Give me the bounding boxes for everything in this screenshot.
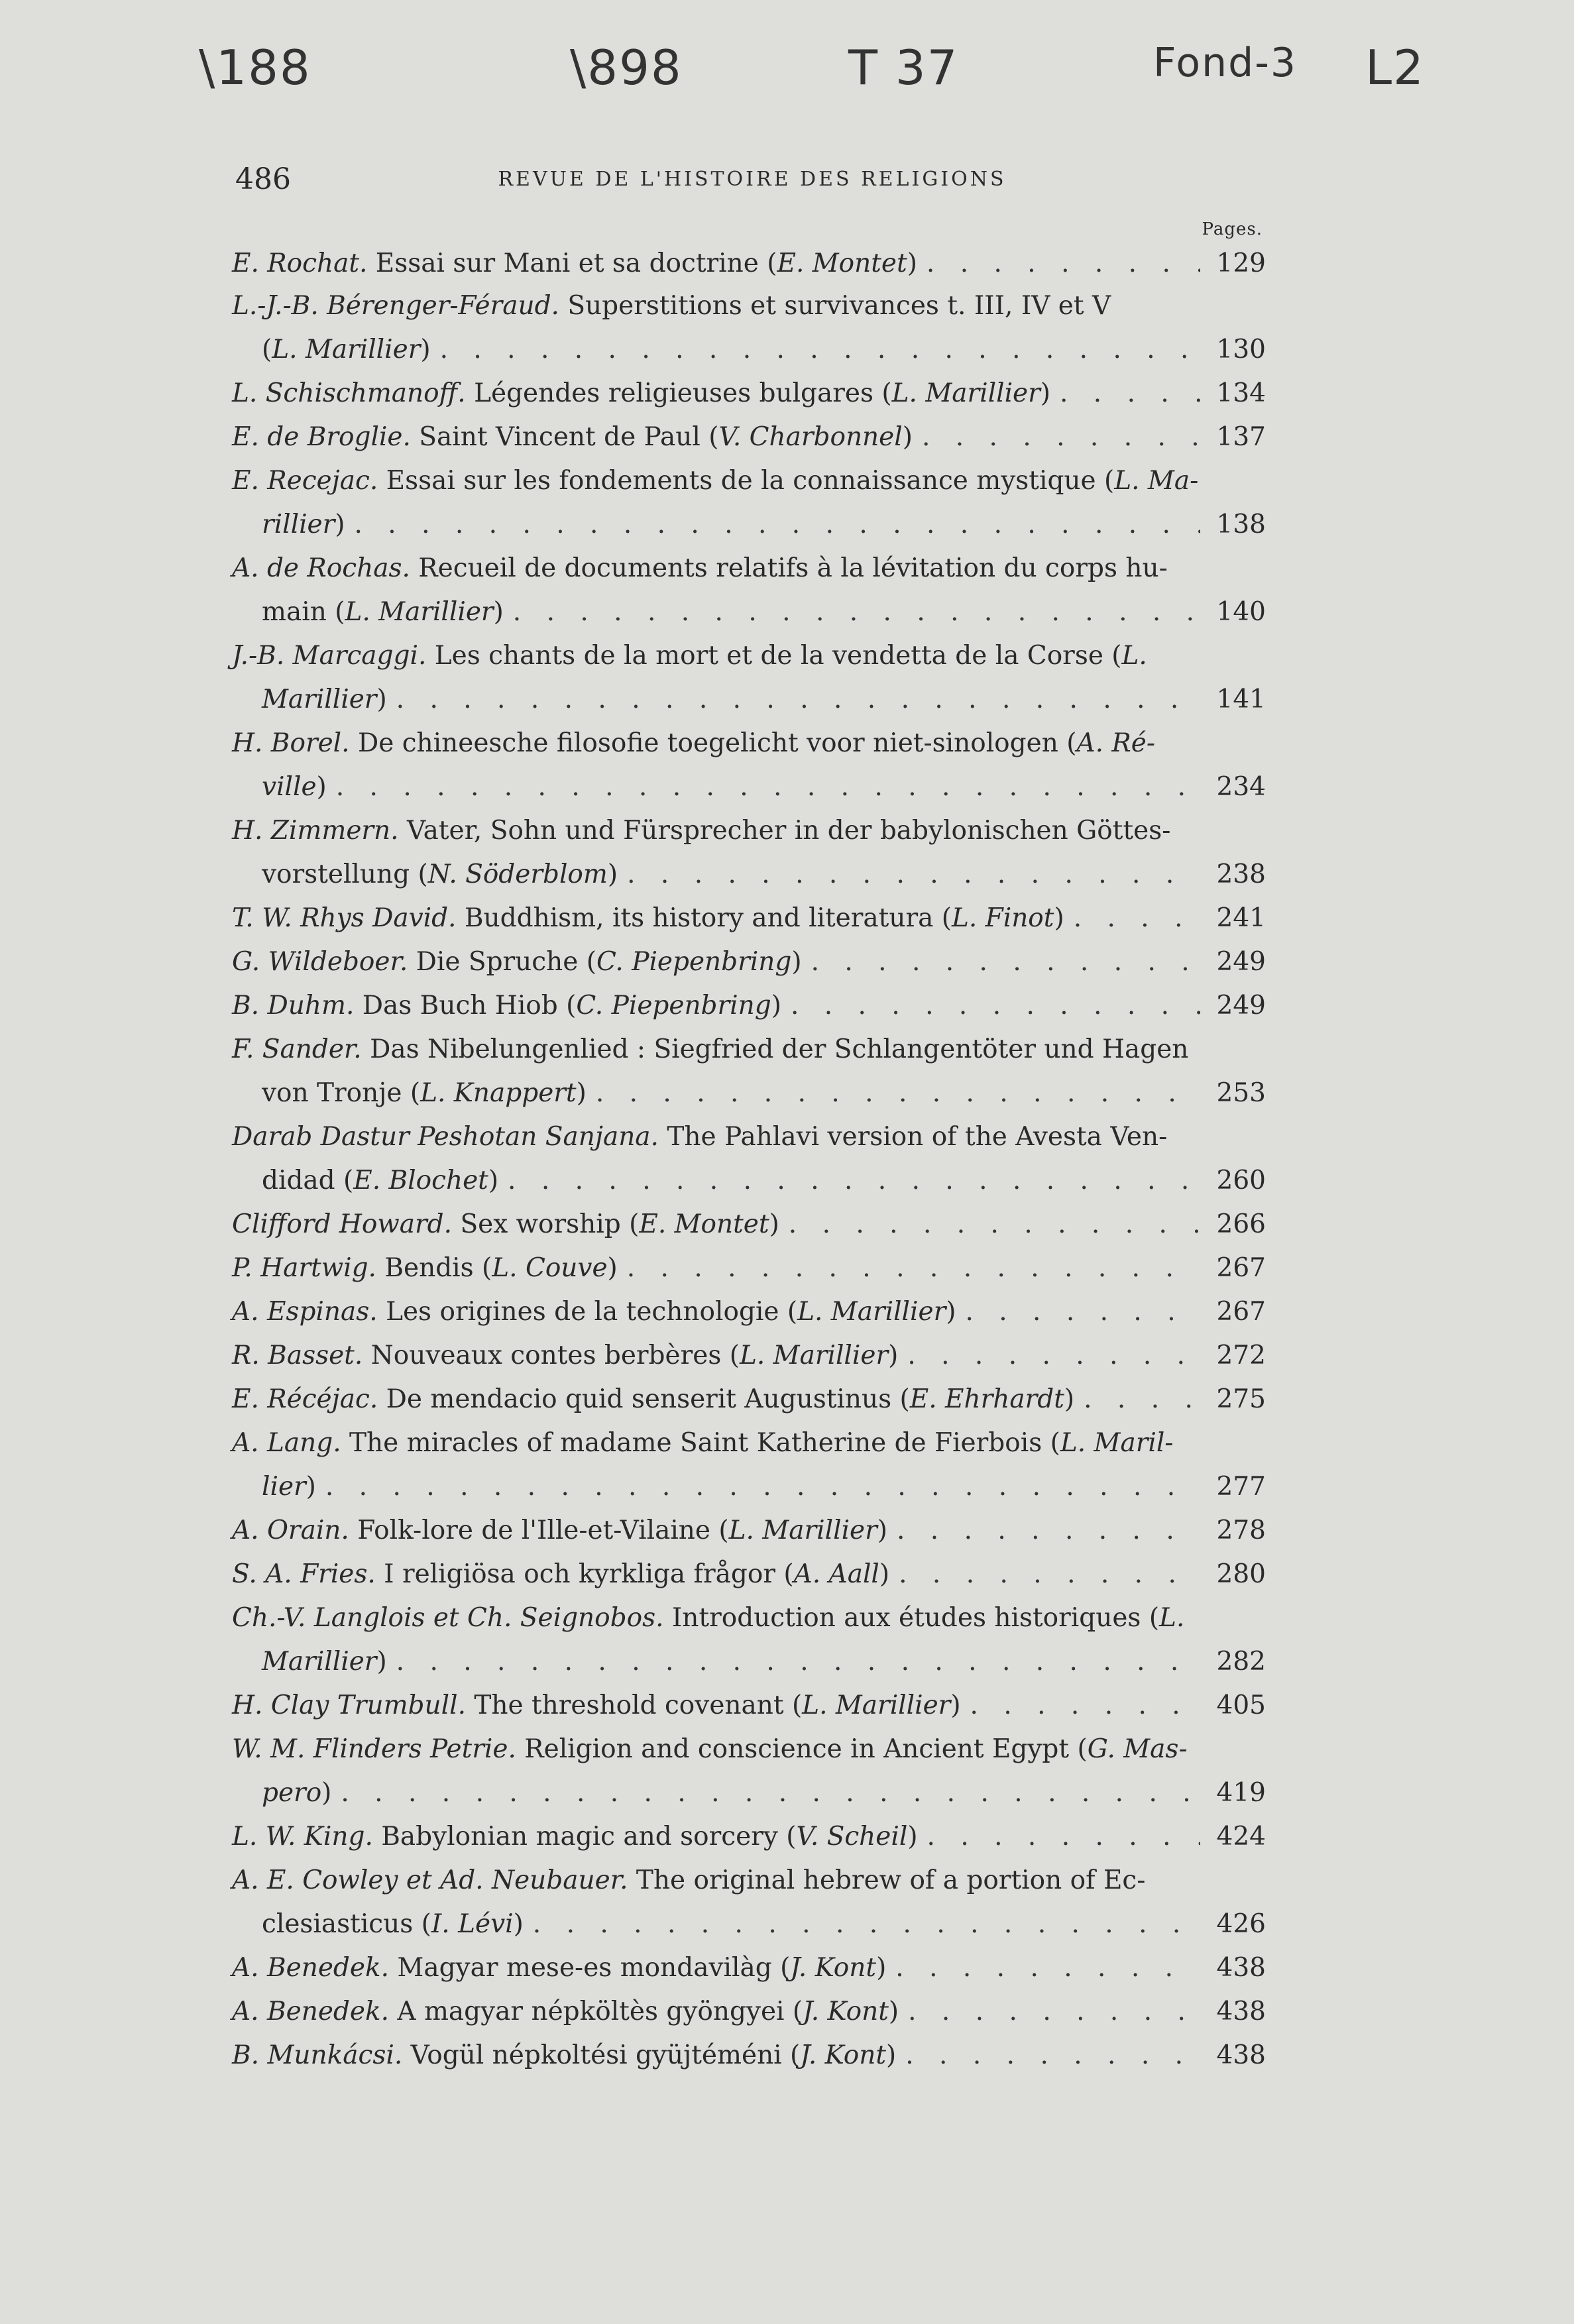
entry-close: )	[420, 335, 431, 364]
entry-close: )	[771, 991, 781, 1021]
entry-page: 129	[1216, 249, 1266, 278]
entry-title: De mendacio quid senserit Augustinus (	[386, 1384, 910, 1414]
entry-text	[232, 1334, 898, 1378]
entry-reviewer: L. Maril-	[1060, 1428, 1174, 1458]
entry-page: 134	[1216, 378, 1266, 408]
entry-text	[232, 243, 917, 284]
entry-author: G. Wildeboer.	[232, 947, 408, 977]
entry-text	[262, 1159, 498, 1203]
dot-leader	[336, 765, 1200, 809]
entry-text	[232, 284, 1111, 328]
entry-title: The threshold covenant (	[474, 1690, 803, 1720]
entry-title: De chineesche filosofie toegelicht voor niet-sinologen (	[357, 728, 1077, 758]
entry-text	[262, 328, 431, 372]
dot-leader	[533, 1903, 1200, 1946]
entry-reviewer: V. Scheil	[796, 1822, 908, 1852]
dot-leader	[791, 984, 1200, 1028]
entry-page: 141	[1216, 685, 1266, 714]
entry-page: 138	[1216, 510, 1266, 539]
entry-author: E. de Broglie.	[232, 422, 411, 452]
entry-text	[232, 1728, 1188, 1771]
entry-title: The miracles of madame Saint Katherine de Fierbois (	[349, 1428, 1060, 1458]
dot-leader	[341, 1771, 1200, 1815]
dot-leader	[513, 590, 1200, 634]
dot-leader	[789, 1203, 1200, 1246]
entry-page: 438	[1216, 2040, 1266, 2070]
entry-text	[262, 1465, 316, 1509]
entry-page: 130	[1216, 335, 1266, 364]
entry-page: 280	[1216, 1559, 1266, 1589]
toc-entry	[232, 1596, 1266, 1640]
entry-text	[232, 1859, 1145, 1903]
entry-title: The original hebrew of a portion of Ec-	[636, 1865, 1146, 1895]
entry-close: )	[1064, 1384, 1075, 1414]
entry-author: B. Munkácsi.	[232, 2040, 403, 2070]
toc-entry	[232, 1115, 1266, 1159]
entry-reviewer: C. Piepenbring	[596, 947, 792, 977]
toc-entry	[232, 547, 1266, 590]
entry-text	[232, 1203, 779, 1246]
toc-entry-continuation	[232, 1771, 1266, 1815]
entry-page: 277	[1216, 1472, 1266, 1502]
entry-close: )	[888, 1997, 899, 2026]
entry-text	[262, 1771, 331, 1815]
toc-entry-continuation	[232, 328, 1266, 372]
entry-text	[262, 1640, 387, 1684]
entry-text	[232, 1115, 1167, 1159]
toc-entry	[232, 1509, 1266, 1553]
entry-title: Religion and conscience in Ancient Egypt (	[524, 1734, 1088, 1764]
entry-page: 419	[1216, 1778, 1266, 1808]
entry-close: )	[493, 597, 504, 627]
entry-author: Clifford Howard.	[232, 1209, 453, 1239]
entry-close: )	[791, 947, 802, 977]
entry-page: 282	[1216, 1647, 1266, 1677]
dot-leader	[1074, 897, 1200, 940]
entry-page: 438	[1216, 1953, 1266, 1983]
toc-entry	[232, 284, 1266, 328]
entry-text	[232, 809, 1170, 853]
dot-leader	[905, 2034, 1200, 2077]
entry-close: )	[576, 1078, 587, 1108]
entry-author: B. Duhm.	[232, 991, 355, 1021]
dot-leader	[1060, 372, 1200, 415]
dot-leader	[1084, 1378, 1200, 1421]
entry-page: 278	[1216, 1516, 1266, 1545]
dot-leader	[897, 1509, 1200, 1553]
entry-page: 405	[1216, 1690, 1266, 1720]
dot-leader	[927, 1815, 1200, 1859]
entry-text	[232, 1684, 961, 1728]
entry-text	[232, 547, 1168, 590]
toc-entry	[232, 1684, 1266, 1728]
entry-page: 275	[1216, 1384, 1266, 1414]
entry-reviewer: E. Blochet	[353, 1166, 488, 1195]
toc-entry	[232, 459, 1266, 503]
toc-entry-continuation	[232, 1072, 1266, 1115]
dot-leader	[508, 1159, 1200, 1203]
entry-text	[262, 503, 345, 547]
entry-reviewer: J. Kont	[800, 2040, 887, 2070]
entry-close: )	[1040, 378, 1050, 408]
entry-reviewer: L. Knappert	[420, 1078, 577, 1108]
entry-reviewer: L. Marillier	[797, 1297, 946, 1327]
entry-page: 137	[1216, 422, 1266, 452]
toc-entry-continuation	[232, 765, 1266, 809]
entry-close: )	[513, 1909, 524, 1939]
entry-page: 241	[1216, 903, 1266, 933]
entry-close: )	[876, 1953, 887, 1983]
entry-reviewer-continued: Marillier	[262, 1647, 377, 1677]
toc-entry	[232, 634, 1266, 678]
toc-entry	[232, 940, 1266, 984]
entry-reviewer-continued: pero	[262, 1778, 322, 1808]
entry-title: Nouveaux contes berbères (	[370, 1341, 740, 1370]
entry-author: F. Sander.	[232, 1034, 362, 1064]
dot-leader	[396, 1640, 1200, 1684]
entry-close: )	[335, 510, 345, 539]
entry-close: )	[376, 1647, 387, 1677]
dot-leader	[396, 678, 1200, 722]
entry-title: Essai sur les fondements de la connaissance mystique (	[386, 466, 1115, 496]
entry-close: )	[886, 2040, 897, 2070]
entry-title: The Pahlavi version of the Avesta Ven-	[667, 1122, 1168, 1152]
entry-author: P. Hartwig.	[232, 1253, 376, 1283]
entry-author: E. Recejac.	[232, 466, 378, 496]
entry-text	[262, 1072, 587, 1115]
entry-author: A. Espinas.	[232, 1297, 378, 1327]
entry-close: )	[1054, 903, 1064, 933]
entry-title: Folk-lore de l'Ille-et-Vilaine (	[357, 1516, 729, 1545]
entry-close: )	[907, 249, 917, 278]
page-number: 486	[235, 162, 291, 196]
toc-entry-continuation	[232, 590, 1266, 634]
entry-page: 272	[1216, 1341, 1266, 1370]
toc-entry	[232, 1728, 1266, 1771]
toc-entry-continuation	[232, 853, 1266, 897]
entry-reviewer: L. Marillier	[802, 1690, 951, 1720]
toc-entry	[232, 1028, 1266, 1072]
entry-title: Buddhism, its history and literatura (	[464, 903, 952, 933]
entry-reviewer: A. Aall	[793, 1559, 879, 1589]
entry-close: )	[888, 1341, 899, 1370]
entry-reviewer-continued: ville	[262, 772, 317, 802]
toc-entry	[232, 1421, 1266, 1465]
entry-reviewer: L.	[1159, 1603, 1185, 1633]
toc-entry-continuation	[232, 1640, 1266, 1684]
toc-entry	[232, 415, 1266, 459]
entry-text	[232, 897, 1064, 940]
entry-close: )	[607, 1253, 618, 1283]
entry-text	[232, 1946, 886, 1990]
entry-title-continued: von Tronje (	[262, 1078, 421, 1108]
entry-author: L. W. King.	[232, 1822, 373, 1852]
entry-text	[232, 940, 802, 984]
entry-reviewer-continued: lier	[262, 1472, 306, 1502]
dot-leader	[965, 1290, 1200, 1334]
entry-close: )	[946, 1297, 956, 1327]
dot-leader	[970, 1684, 1200, 1728]
entry-reviewer-continued: rillier	[262, 510, 335, 539]
entry-close: )	[376, 685, 387, 714]
entry-reviewer: I. Lévi	[431, 1909, 514, 1939]
entry-text	[232, 722, 1155, 765]
entry-page: 438	[1216, 1997, 1266, 2026]
entry-title: Magyar mese-es mondavilàg (	[397, 1953, 791, 1983]
entry-open: (	[262, 335, 272, 364]
entry-text	[232, 1378, 1074, 1421]
entry-page: 424	[1216, 1822, 1266, 1852]
entry-author: A. Benedek.	[232, 1953, 389, 1983]
dot-leader	[596, 1072, 1200, 1115]
toc-entry	[232, 1203, 1266, 1246]
pages-column-label: Pages.	[1202, 219, 1263, 239]
entry-title: Sex worship (	[460, 1209, 640, 1239]
entry-reviewer: L. Marillier	[891, 378, 1040, 408]
entry-reviewer: C. Piepenbring	[576, 991, 771, 1021]
entry-reviewer: E. Ehrhardt	[909, 1384, 1064, 1414]
entry-close: )	[316, 772, 327, 802]
entry-text	[232, 1990, 899, 2034]
entry-author: H. Zimmern.	[232, 816, 399, 846]
entry-title: A magyar népköltès gyöngyei (	[397, 1997, 803, 2026]
toc-entry	[232, 809, 1266, 853]
handwritten-note: T 37	[848, 40, 959, 95]
toc-entry-continuation	[232, 1465, 1266, 1509]
entry-text	[232, 372, 1050, 415]
entry-title-continued: vorstellung (	[262, 859, 428, 889]
entry-title: Les chants de la mort et de la vendetta de la Corse (	[434, 641, 1122, 671]
entry-text	[232, 634, 1147, 678]
toc-entry-continuation	[232, 1159, 1266, 1203]
entry-title: Introduction aux études historiques (	[671, 1603, 1160, 1633]
entry-reviewer: A. Ré-	[1076, 728, 1156, 758]
toc-entry	[232, 2034, 1266, 2077]
entry-author: L. Schischmanoff.	[232, 378, 466, 408]
entry-author: S. A. Fries.	[232, 1559, 376, 1589]
entry-author: A. Lang.	[232, 1428, 341, 1458]
entry-page: 253	[1216, 1078, 1266, 1108]
entry-title: Les origines de la technologie (	[386, 1297, 798, 1327]
entry-author: Ch.-V. Langlois et Ch. Seignobos.	[232, 1603, 664, 1633]
entry-text	[232, 1421, 1173, 1465]
entry-page: 426	[1216, 1909, 1266, 1939]
entry-page: 266	[1216, 1209, 1266, 1239]
entry-title: Die Spruche (	[416, 947, 596, 977]
entry-title: Vogül népkoltési gyüjtéméni (	[410, 2040, 801, 2070]
dot-leader	[354, 503, 1200, 547]
dot-leader	[899, 1553, 1200, 1596]
entry-author: R. Basset.	[232, 1341, 363, 1370]
entry-text	[262, 853, 618, 897]
entry-title-continued: main (	[262, 597, 345, 627]
entry-close: )	[306, 1472, 316, 1502]
toc-entry	[232, 243, 1266, 284]
entry-title: Das Buch Hiob (	[362, 991, 577, 1021]
dot-leader	[895, 1946, 1200, 1990]
toc-entry	[232, 1946, 1266, 1990]
entry-author: H. Borel.	[232, 728, 350, 758]
entry-close: )	[607, 859, 618, 889]
entry-reviewer: J. Kont	[803, 1997, 889, 2026]
entry-text	[232, 1246, 618, 1290]
entry-title: Essai sur Mani et sa doctrine (	[375, 249, 777, 278]
entry-text	[232, 1596, 1184, 1640]
dot-leader	[908, 1990, 1200, 2034]
entry-text	[232, 415, 913, 459]
entry-page: 267	[1216, 1297, 1266, 1327]
page-header	[235, 162, 1269, 202]
toc-entry	[232, 1990, 1266, 2034]
dot-leader	[811, 940, 1200, 984]
toc-entry	[232, 897, 1266, 940]
entry-title: Bendis (	[384, 1253, 492, 1283]
entry-page: 249	[1216, 947, 1266, 977]
entry-title: Babylonian magic and sorcery (	[381, 1822, 797, 1852]
entry-reviewer: E. Montet	[777, 249, 907, 278]
handwritten-annotations	[0, 27, 1574, 119]
entry-title: Légendes religieuses bulgares (	[474, 378, 892, 408]
entry-title-continued: clesiasticus (	[262, 1909, 431, 1939]
entry-page: 140	[1216, 597, 1266, 627]
entry-title: Saint Vincent de Paul (	[419, 422, 719, 452]
entry-close: )	[902, 422, 913, 452]
entry-author: Darab Dastur Peshotan Sanjana.	[232, 1122, 659, 1152]
entry-reviewer: L. Ma-	[1114, 466, 1199, 496]
entry-title: Vater, Sohn und Fürsprecher in der babylonischen Göttes-	[406, 816, 1171, 846]
entry-page: 249	[1216, 991, 1266, 1021]
entry-close: )	[877, 1516, 887, 1545]
toc-entry	[232, 1334, 1266, 1378]
entry-author: W. M. Flinders Petrie.	[232, 1734, 516, 1764]
handwritten-note: Fond-3	[1153, 40, 1298, 86]
toc-entry	[232, 1815, 1266, 1859]
entry-text	[232, 1290, 956, 1334]
entry-page: 260	[1216, 1166, 1266, 1195]
dot-leader	[627, 853, 1200, 897]
entry-author: J.-B. Marcaggi.	[232, 641, 427, 671]
entry-close: )	[321, 1778, 332, 1808]
entry-text	[232, 1815, 918, 1859]
toc-entry	[232, 1290, 1266, 1334]
entry-title-continued: didad (	[262, 1166, 354, 1195]
entry-reviewer: E. Montet	[639, 1209, 769, 1239]
entry-page: 267	[1216, 1253, 1266, 1283]
toc-entry	[232, 722, 1266, 765]
toc-entry	[232, 1246, 1266, 1290]
entry-author: A. E. Cowley et Ad. Neubauer.	[232, 1865, 628, 1895]
entry-text	[232, 1553, 889, 1596]
entry-close: )	[950, 1690, 961, 1720]
toc-entry-continuation	[232, 503, 1266, 547]
entry-text	[262, 1903, 524, 1946]
handwritten-note: \898	[570, 40, 683, 95]
toc-entry	[232, 1859, 1266, 1903]
entry-text	[232, 2034, 896, 2077]
entry-reviewer: L. Marillier	[272, 335, 421, 364]
toc-entry	[232, 372, 1266, 415]
entry-page: 234	[1216, 772, 1266, 802]
toc-entry	[232, 1378, 1266, 1421]
entry-reviewer: N. Söderblom	[427, 859, 608, 889]
entry-close: )	[488, 1166, 499, 1195]
handwritten-note: \188	[199, 40, 311, 95]
entry-reviewer: L. Marillier	[345, 597, 494, 627]
entry-text	[262, 678, 387, 722]
entry-title: Superstitions et survivances t. III, IV et V	[567, 291, 1111, 321]
toc-entry-continuation	[232, 678, 1266, 722]
entry-title: I religiösa och kyrkliga frågor (	[384, 1559, 794, 1589]
entry-reviewer: L. Marillier	[728, 1516, 877, 1545]
entry-reviewer: J. Kont	[790, 1953, 877, 1983]
entry-title: Das Nibelungenlied : Siegfried der Schlangentöter und Hagen	[370, 1034, 1189, 1064]
entry-author: L.-J.-B. Bérenger-Féraud.	[232, 291, 559, 321]
entry-author: H. Clay Trumbull.	[232, 1690, 466, 1720]
table-of-contents	[232, 215, 1266, 2077]
dot-leader	[325, 1465, 1200, 1509]
entry-text	[232, 984, 781, 1028]
entry-reviewer: L. Finot	[951, 903, 1054, 933]
dot-leader	[627, 1246, 1200, 1290]
entry-reviewer: L. Marillier	[739, 1341, 889, 1370]
dot-leader	[927, 243, 1200, 284]
entry-text	[262, 590, 504, 634]
entry-reviewer: L. Couve	[492, 1253, 608, 1283]
toc-entry-continuation	[232, 1903, 1266, 1946]
entry-reviewer: L.	[1121, 641, 1147, 671]
running-title: REVUE DE L'HISTOIRE DES RELIGIONS	[498, 168, 1007, 191]
dot-leader	[440, 328, 1200, 372]
entry-text	[232, 459, 1198, 503]
toc-entry	[232, 1553, 1266, 1596]
dot-leader	[907, 1334, 1200, 1378]
dot-leader	[922, 415, 1200, 459]
entry-title: Recueil de documents relatifs à la lévitation du corps hu-	[418, 553, 1168, 583]
entry-reviewer: V. Charbonnel	[718, 422, 903, 452]
entry-author: A. de Rochas.	[232, 553, 410, 583]
handwritten-note: L2	[1365, 40, 1425, 95]
entry-author: E. Rochat.	[232, 249, 368, 278]
entry-author: A. Orain.	[232, 1516, 349, 1545]
entry-reviewer: G. Mas-	[1087, 1734, 1188, 1764]
toc-entry	[232, 984, 1266, 1028]
entry-close: )	[769, 1209, 779, 1239]
entry-page: 238	[1216, 859, 1266, 889]
entry-close: )	[907, 1822, 918, 1852]
entry-text	[232, 1509, 887, 1553]
entry-text	[262, 765, 327, 809]
entry-text	[232, 1028, 1188, 1072]
entry-author: A. Benedek.	[232, 1997, 389, 2026]
entry-close: )	[879, 1559, 890, 1589]
entry-reviewer-continued: Marillier	[262, 685, 377, 714]
entry-author: E. Récéjac.	[232, 1384, 378, 1414]
entry-author: T. W. Rhys David.	[232, 903, 457, 933]
